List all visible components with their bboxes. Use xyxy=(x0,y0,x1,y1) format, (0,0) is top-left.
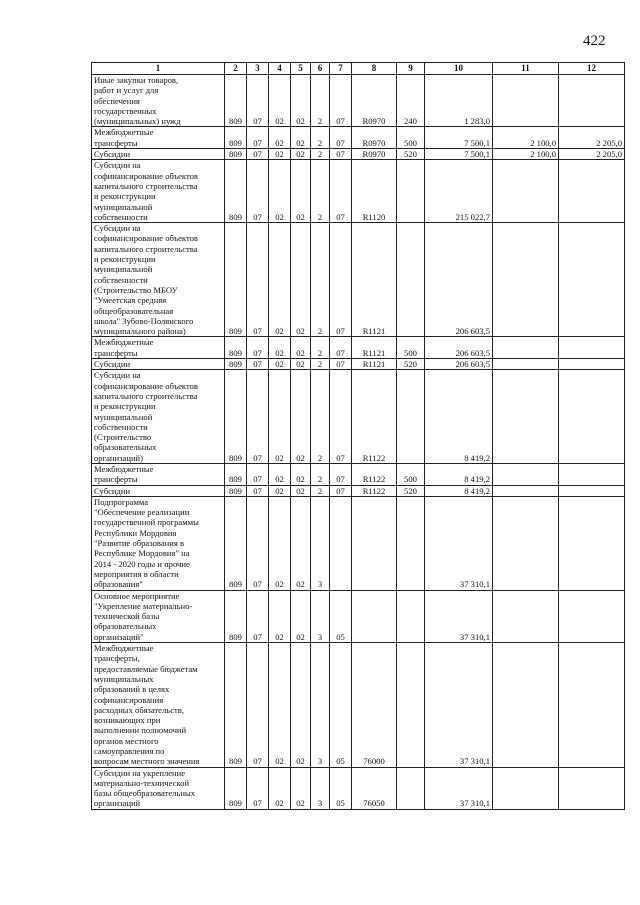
target-article-cell: R0970 xyxy=(352,127,397,149)
amount-cell xyxy=(559,485,625,496)
amount-cell xyxy=(493,643,559,768)
amount-cell xyxy=(493,223,559,337)
code-cell xyxy=(397,496,425,590)
amount-cell: 1 283,0 xyxy=(425,75,493,127)
code-cell: 809 xyxy=(225,496,247,590)
code-cell: 07 xyxy=(330,75,352,127)
column-header: 3 xyxy=(247,63,269,75)
table-row xyxy=(92,359,625,370)
code-cell: 3 xyxy=(311,496,330,590)
target-article-cell: R1121 xyxy=(352,359,397,370)
column-header: 7 xyxy=(330,63,352,75)
column-header: 9 xyxy=(397,63,425,75)
table-row xyxy=(92,767,625,809)
code-cell: 02 xyxy=(269,337,291,359)
code-cell: 02 xyxy=(291,160,311,223)
amount-cell xyxy=(559,75,625,127)
amount-cell: 8 419,2 xyxy=(425,463,493,485)
amount-cell xyxy=(559,160,625,223)
code-cell: 02 xyxy=(269,485,291,496)
code-cell: 2 xyxy=(311,485,330,496)
column-header: 10 xyxy=(425,63,493,75)
code-cell: 809 xyxy=(225,160,247,223)
table-row xyxy=(92,590,625,642)
code-cell: 07 xyxy=(330,463,352,485)
amount-cell: 37 310,1 xyxy=(425,496,493,590)
code-cell: 02 xyxy=(291,767,311,809)
table-row xyxy=(92,75,625,127)
amount-cell xyxy=(559,643,625,768)
code-cell: 02 xyxy=(269,127,291,149)
amount-cell: 2 205,0 xyxy=(559,127,625,149)
row-name: Субсидии на софинансирование объектов капитального строительства и реконструкции муниципальной собственности (Строительство образовательных организаций) xyxy=(92,370,225,464)
amount-cell xyxy=(493,75,559,127)
code-cell: 2 xyxy=(311,463,330,485)
table-row xyxy=(92,223,625,337)
code-cell: 02 xyxy=(291,359,311,370)
row-name: Межбюджетные трансферты, предоставляемые бюджетам муниципальных образований в целях софинансирования расходных обязательств, возникающих при выполнении полномочий органов местного самоуправления по вопросам местного значения xyxy=(92,643,225,768)
code-cell: 809 xyxy=(225,370,247,464)
code-cell: 809 xyxy=(225,223,247,337)
code-cell: 809 xyxy=(225,75,247,127)
row-name: Субсидии на софинансирование объектов капитального строительства и реконструкции муниципальной собственности (Строительство МБОУ "Умеетская средняя общеобразовательная школа" Зубово-Полянского муниципального района) xyxy=(92,223,225,337)
code-cell: 02 xyxy=(291,337,311,359)
code-cell: 02 xyxy=(269,359,291,370)
code-cell: 07 xyxy=(247,463,269,485)
target-article-cell: R1122 xyxy=(352,370,397,464)
code-cell: 07 xyxy=(247,767,269,809)
code-cell: 07 xyxy=(247,370,269,464)
code-cell xyxy=(397,643,425,768)
code-cell: 520 xyxy=(397,485,425,496)
amount-cell xyxy=(559,337,625,359)
code-cell: 02 xyxy=(269,590,291,642)
code-cell: 02 xyxy=(291,496,311,590)
target-article-cell xyxy=(352,496,397,590)
code-cell: 07 xyxy=(247,75,269,127)
code-cell: 07 xyxy=(330,485,352,496)
target-article-cell: R1121 xyxy=(352,223,397,337)
target-article-cell: R0970 xyxy=(352,75,397,127)
amount-cell xyxy=(493,767,559,809)
code-cell: 07 xyxy=(247,149,269,160)
row-name: Подпрограмма "Обеспечение реализации государственной программы Республики Мордовия "Развитие образования в Республике Мордовия" на 2014 - 2020 годы и прочие мероприятия в области образования" xyxy=(92,496,225,590)
row-name: Субсидии на софинансирование объектов капитального строительства и реконструкции муниципальной собственности xyxy=(92,160,225,223)
amount-cell: 2 205,0 xyxy=(559,149,625,160)
target-article-cell: R1121 xyxy=(352,337,397,359)
amount-cell xyxy=(493,337,559,359)
code-cell: 02 xyxy=(291,370,311,464)
amount-cell xyxy=(493,160,559,223)
code-cell: 02 xyxy=(269,463,291,485)
amount-cell xyxy=(559,370,625,464)
column-header: 1 xyxy=(92,63,225,75)
code-cell: 02 xyxy=(269,75,291,127)
code-cell: 05 xyxy=(330,643,352,768)
code-cell: 500 xyxy=(397,127,425,149)
column-header: 8 xyxy=(352,63,397,75)
column-header: 6 xyxy=(311,63,330,75)
amount-cell: 37 310,1 xyxy=(425,767,493,809)
code-cell: 07 xyxy=(330,337,352,359)
code-cell: 2 xyxy=(311,359,330,370)
amount-cell xyxy=(493,485,559,496)
amount-cell: 206 603,5 xyxy=(425,223,493,337)
target-article-cell: R1120 xyxy=(352,160,397,223)
target-article-cell: R0970 xyxy=(352,149,397,160)
target-article-cell xyxy=(352,590,397,642)
row-name: Субсидии xyxy=(92,485,225,496)
code-cell xyxy=(397,160,425,223)
code-cell: 07 xyxy=(247,590,269,642)
code-cell: 2 xyxy=(311,149,330,160)
code-cell: 2 xyxy=(311,223,330,337)
amount-cell xyxy=(559,223,625,337)
code-cell: 809 xyxy=(225,643,247,768)
code-cell: 02 xyxy=(269,223,291,337)
code-cell: 05 xyxy=(330,590,352,642)
code-cell xyxy=(397,223,425,337)
code-cell: 07 xyxy=(330,223,352,337)
column-header: 12 xyxy=(559,63,625,75)
amount-cell xyxy=(493,359,559,370)
row-name: Межбюджетные трансферты xyxy=(92,127,225,149)
amount-cell: 37 310,1 xyxy=(425,590,493,642)
code-cell: 07 xyxy=(330,370,352,464)
code-cell: 07 xyxy=(247,643,269,768)
amount-cell xyxy=(559,496,625,590)
code-cell: 2 xyxy=(311,337,330,359)
target-article-cell: R1122 xyxy=(352,463,397,485)
target-article-cell: 76000 xyxy=(352,643,397,768)
row-name: Основное мероприятие "Укрепление материально- технической базы образовательных организаций" xyxy=(92,590,225,642)
code-cell: 2 xyxy=(311,75,330,127)
amount-cell xyxy=(493,463,559,485)
table-row xyxy=(92,149,625,160)
code-cell: 02 xyxy=(291,75,311,127)
amount-cell xyxy=(493,370,559,464)
code-cell: 3 xyxy=(311,590,330,642)
code-cell xyxy=(330,496,352,590)
column-header: 2 xyxy=(225,63,247,75)
code-cell: 02 xyxy=(291,149,311,160)
row-name: Иные закупки товаров, работ и услуг для обеспечения государственных (муниципальных) нужд xyxy=(92,75,225,127)
code-cell: 07 xyxy=(247,223,269,337)
code-cell: 3 xyxy=(311,643,330,768)
code-cell: 500 xyxy=(397,463,425,485)
code-cell: 07 xyxy=(330,359,352,370)
code-cell: 809 xyxy=(225,463,247,485)
code-cell: 07 xyxy=(247,127,269,149)
code-cell: 809 xyxy=(225,337,247,359)
column-header: 4 xyxy=(269,63,291,75)
code-cell: 02 xyxy=(269,643,291,768)
code-cell: 809 xyxy=(225,485,247,496)
code-cell: 02 xyxy=(291,643,311,768)
code-cell xyxy=(397,767,425,809)
code-cell: 02 xyxy=(291,223,311,337)
code-cell xyxy=(397,590,425,642)
target-article-cell: 76050 xyxy=(352,767,397,809)
amount-cell: 206 603,5 xyxy=(425,359,493,370)
code-cell: 02 xyxy=(291,463,311,485)
table-row xyxy=(92,643,625,768)
row-name: Субсидии на укрепление материально-технической базы общеобразовательных организаций xyxy=(92,767,225,809)
table-row xyxy=(92,337,625,359)
code-cell: 07 xyxy=(247,160,269,223)
code-cell: 07 xyxy=(247,485,269,496)
code-cell: 02 xyxy=(269,767,291,809)
page-number: 422 xyxy=(583,33,606,49)
row-name: Субсидии xyxy=(92,359,225,370)
table-row xyxy=(92,463,625,485)
amount-cell: 215 022,7 xyxy=(425,160,493,223)
column-header: 11 xyxy=(493,63,559,75)
budget-table xyxy=(91,62,625,810)
code-cell: 07 xyxy=(330,160,352,223)
code-cell xyxy=(397,370,425,464)
table-row xyxy=(92,127,625,149)
row-name: Межбюджетные трансферты xyxy=(92,337,225,359)
header-row xyxy=(92,63,625,75)
amount-cell: 37 310,1 xyxy=(425,643,493,768)
code-cell: 520 xyxy=(397,149,425,160)
table-body xyxy=(92,75,625,810)
code-cell: 07 xyxy=(247,359,269,370)
code-cell: 07 xyxy=(330,127,352,149)
code-cell: 2 xyxy=(311,127,330,149)
code-cell: 07 xyxy=(330,149,352,160)
code-cell: 05 xyxy=(330,767,352,809)
code-cell: 02 xyxy=(291,485,311,496)
code-cell: 02 xyxy=(269,370,291,464)
table-row xyxy=(92,160,625,223)
amount-cell xyxy=(493,590,559,642)
amount-cell: 7 500,1 xyxy=(425,127,493,149)
code-cell: 520 xyxy=(397,359,425,370)
code-cell: 809 xyxy=(225,590,247,642)
amount-cell xyxy=(559,767,625,809)
amount-cell xyxy=(493,496,559,590)
amount-cell: 2 100,0 xyxy=(493,127,559,149)
amount-cell xyxy=(559,463,625,485)
amount-cell: 2 100,0 xyxy=(493,149,559,160)
code-cell: 2 xyxy=(311,160,330,223)
code-cell: 809 xyxy=(225,149,247,160)
target-article-cell: R1122 xyxy=(352,485,397,496)
code-cell: 07 xyxy=(247,496,269,590)
amount-cell: 7 500,1 xyxy=(425,149,493,160)
code-cell: 02 xyxy=(291,590,311,642)
code-cell: 809 xyxy=(225,127,247,149)
code-cell: 809 xyxy=(225,359,247,370)
code-cell: 02 xyxy=(269,160,291,223)
code-cell: 3 xyxy=(311,767,330,809)
amount-cell xyxy=(559,590,625,642)
amount-cell: 8 419,2 xyxy=(425,370,493,464)
amount-cell xyxy=(559,359,625,370)
table-row xyxy=(92,370,625,464)
amount-cell: 8 419,2 xyxy=(425,485,493,496)
table-row xyxy=(92,485,625,496)
code-cell: 240 xyxy=(397,75,425,127)
code-cell: 02 xyxy=(291,127,311,149)
code-cell: 2 xyxy=(311,370,330,464)
code-cell: 02 xyxy=(269,149,291,160)
code-cell: 809 xyxy=(225,767,247,809)
column-header: 5 xyxy=(291,63,311,75)
table-row xyxy=(92,496,625,590)
code-cell: 02 xyxy=(269,496,291,590)
code-cell: 07 xyxy=(247,337,269,359)
code-cell: 500 xyxy=(397,337,425,359)
row-name: Межбюджетные трансферты xyxy=(92,463,225,485)
row-name: Субсидии xyxy=(92,149,225,160)
amount-cell: 206 603,5 xyxy=(425,337,493,359)
